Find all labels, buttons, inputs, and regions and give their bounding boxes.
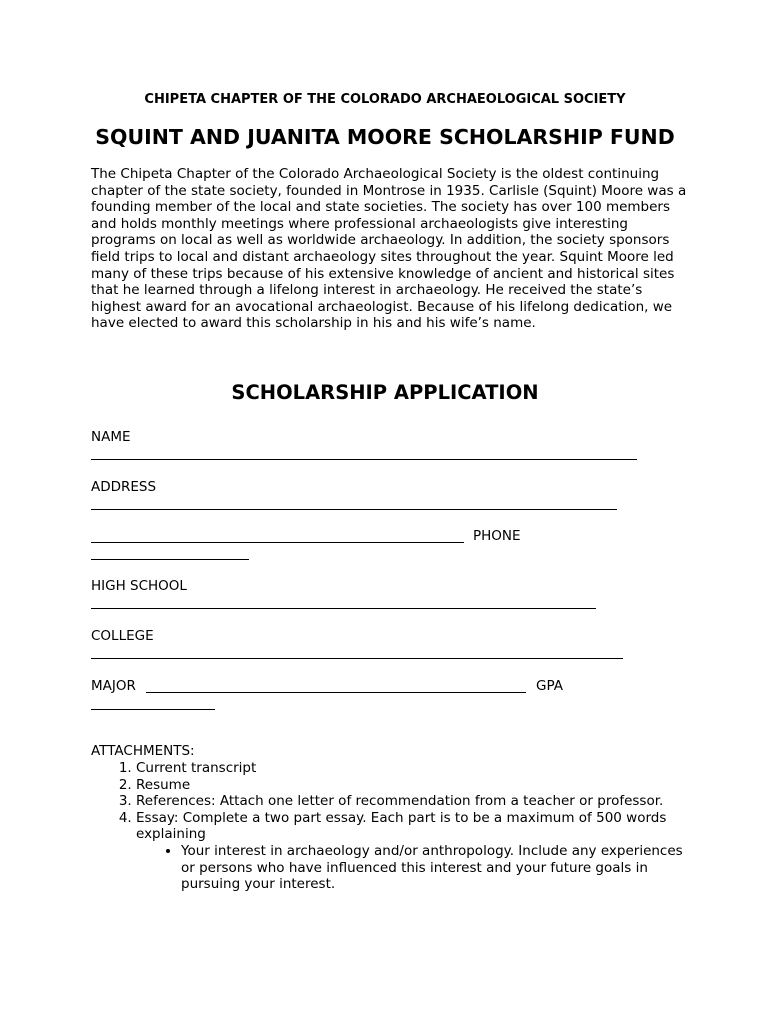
attachment-item: 2. Resume xyxy=(136,777,696,794)
attachment-item: 4. Essay: Complete a two part essay. Each part is to be a maximum of 500 words explaining • Your interest in archaeology and/or anthropology. Include any experiences or persons who have influenced this interest and your future goals in pursuing your interest. xyxy=(136,810,696,893)
attachment-item: 3. References: Attach one letter of recommendation from a teacher or professor. xyxy=(136,793,696,810)
high-school-line[interactable] xyxy=(91,608,596,609)
name-line[interactable] xyxy=(91,459,637,460)
major-line[interactable] xyxy=(146,692,526,693)
intro-paragraph: The Chipeta Chapter of the Colorado Archaeological Society is the oldest continuing chapter of the state society, founded in Montrose in 1935. Carlisle (Squint) Moore was a founding member of the local and state societies. The society has over 100 members and holds monthly meetings where professional archaeologists give interesting programs on local as well as worldwide archaeology. In addition, the society sponsors field trips to local and distant archaeology sites throughout the year. Squint Moore led many of these trips because of his extensive knowledge of ancient and historical sites that he learned through a lifelong interest in archaeology. He received the state’s highest award for an avocational archaeologist. Because of his lifelong dedication, we have elected to award this scholarship in his and his wife’s name. xyxy=(91,166,687,332)
fund-title: SQUINT AND JUANITA MOORE SCHOLARSHIP FUND xyxy=(95,125,675,149)
attachments-list xyxy=(91,760,696,893)
phone-label: PHONE xyxy=(473,528,521,544)
major-label: MAJOR xyxy=(91,678,136,694)
application-title: SCHOLARSHIP APPLICATION xyxy=(231,381,539,404)
gpa-line[interactable] xyxy=(91,709,215,710)
address-line-2[interactable] xyxy=(91,542,464,543)
high-school-label: HIGH SCHOOL xyxy=(91,578,187,594)
phone-line[interactable] xyxy=(91,559,249,560)
college-label: COLLEGE xyxy=(91,628,154,644)
attachments-label: ATTACHMENTS: xyxy=(91,743,195,759)
college-line[interactable] xyxy=(91,658,623,659)
address-line[interactable] xyxy=(91,509,617,510)
gpa-label: GPA xyxy=(536,678,563,694)
essay-bullet-list xyxy=(136,843,696,893)
organization-heading: CHIPETA CHAPTER OF THE COLORADO ARCHAEOLOGICAL SOCIETY xyxy=(144,92,626,107)
essay-bullet: • Your interest in archaeology and/or anthropology. Include any experiences or persons who have influenced this interest and your future goals in pursuing your interest. xyxy=(181,843,696,893)
address-label: ADDRESS xyxy=(91,479,157,495)
attachment-item: 1. Current transcript xyxy=(136,760,696,777)
name-label: NAME xyxy=(91,429,131,445)
